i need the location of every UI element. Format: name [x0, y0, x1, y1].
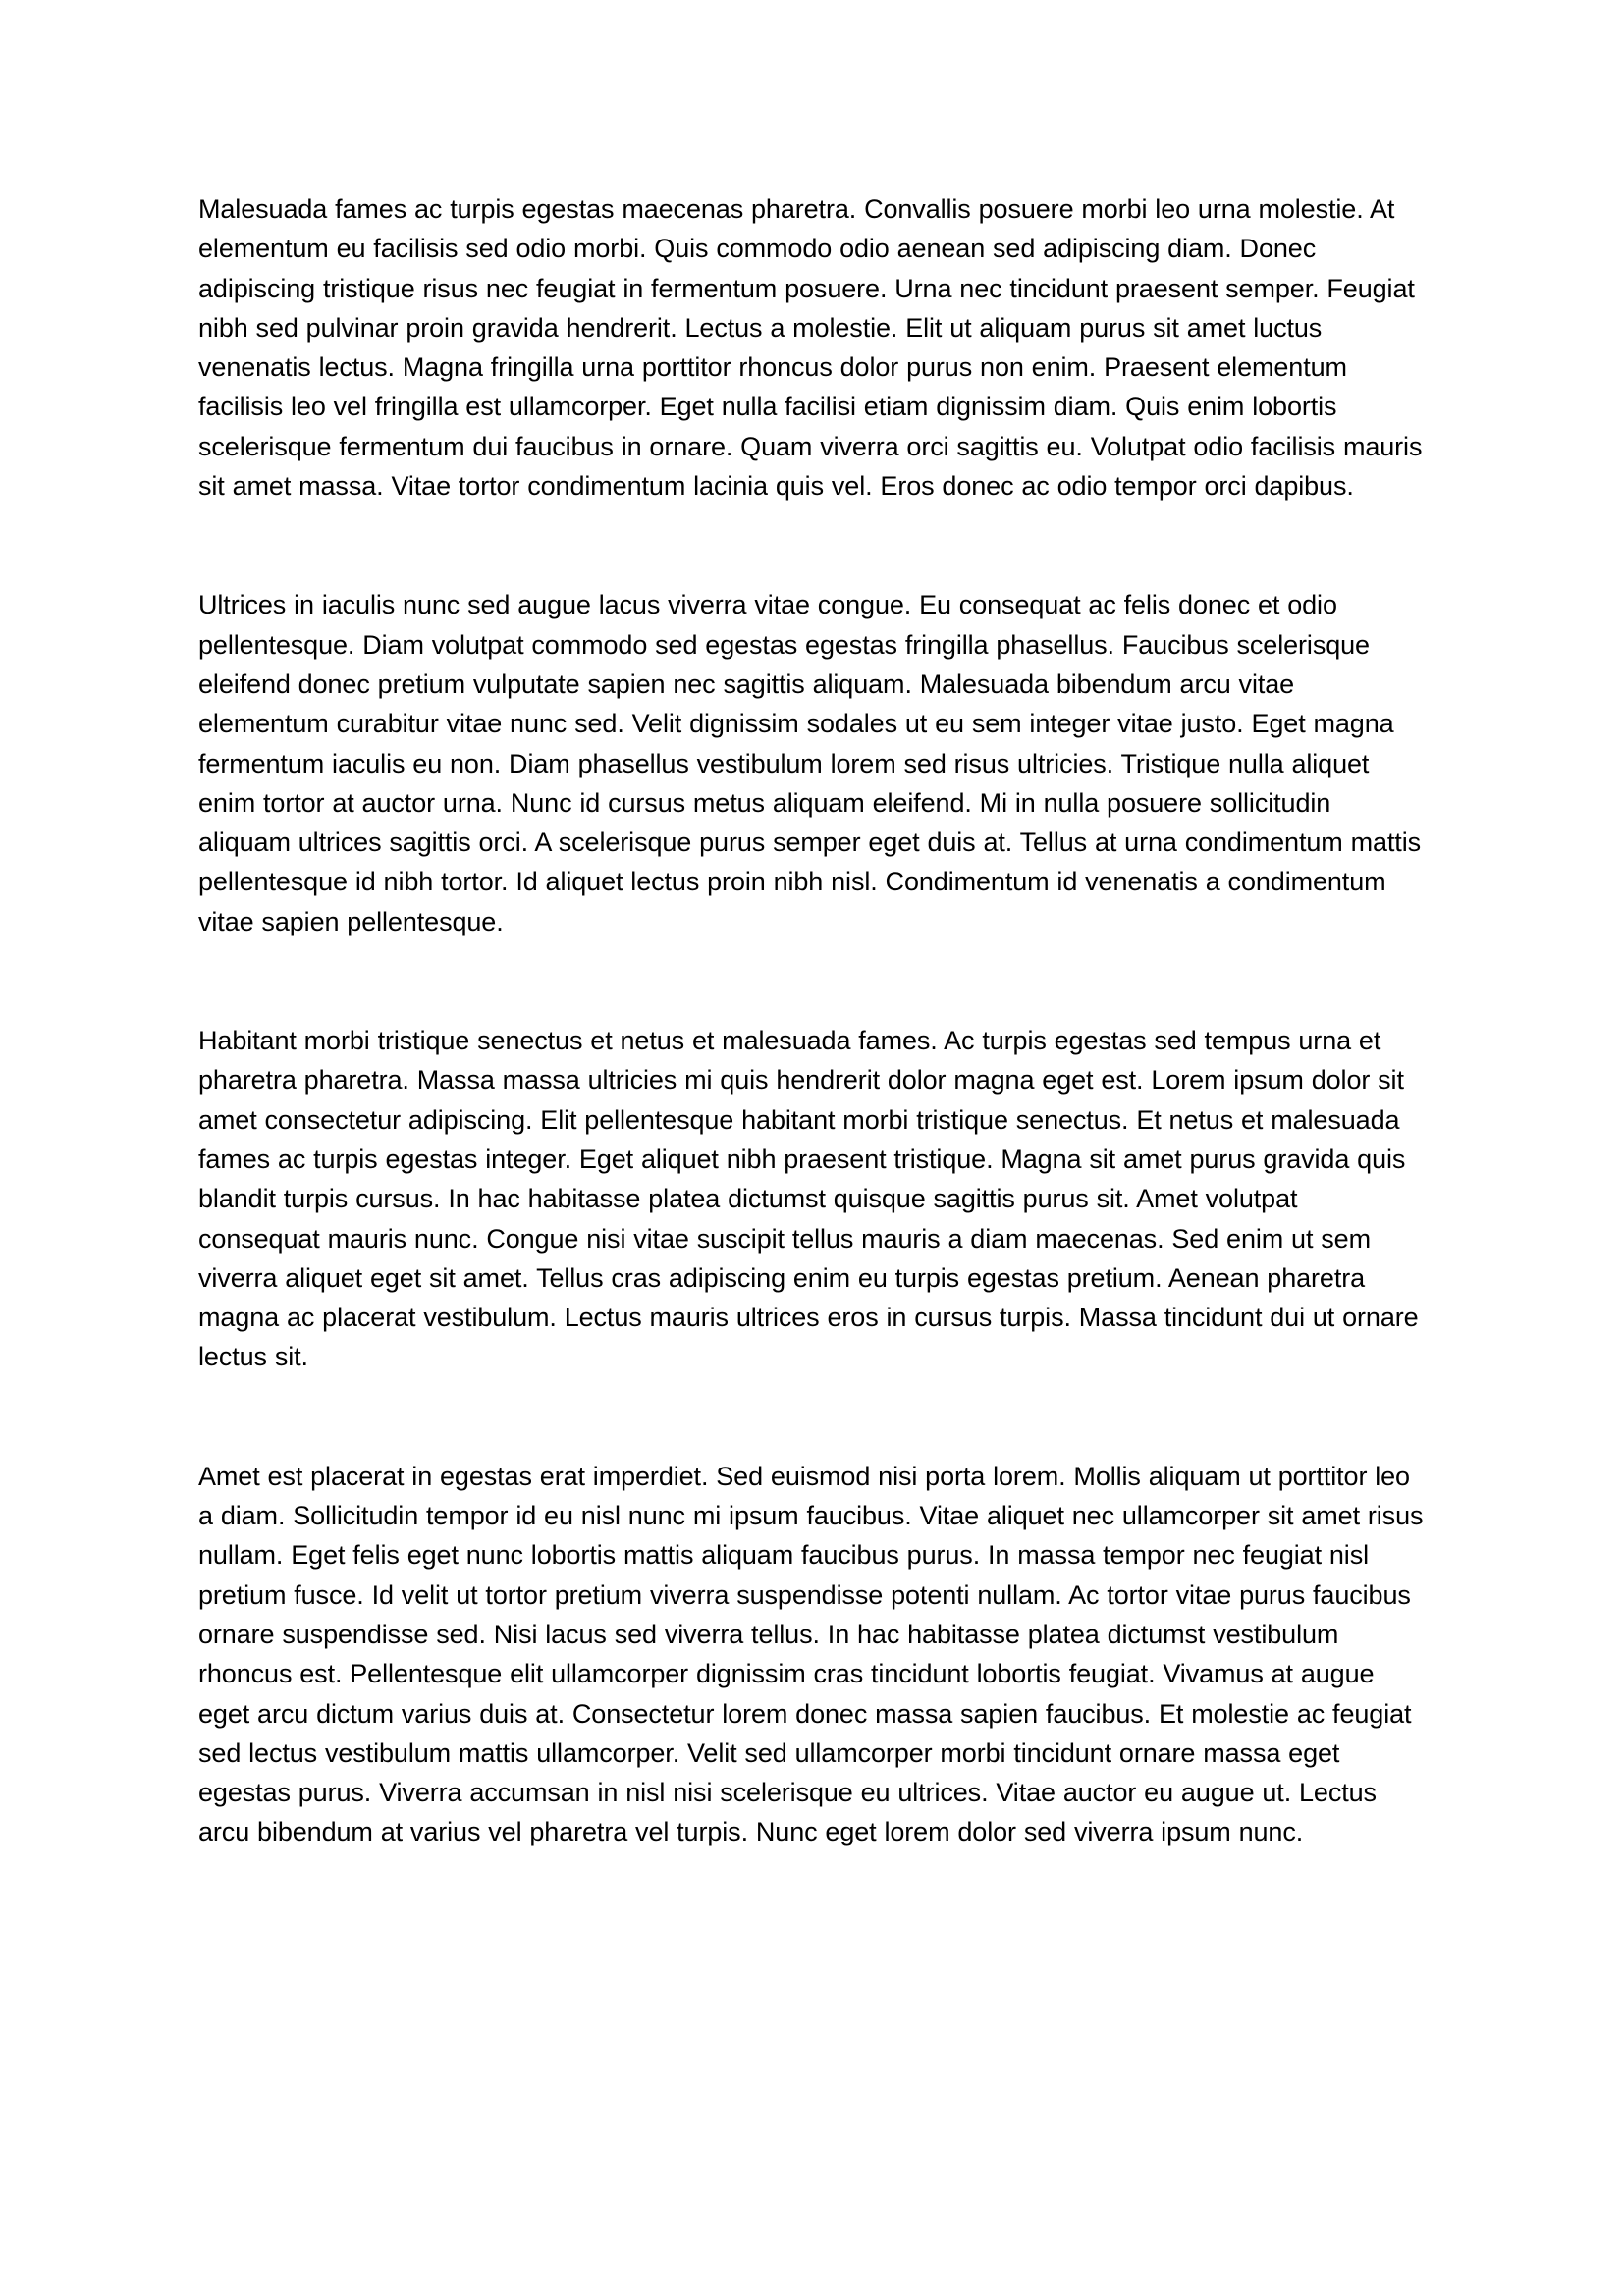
paragraph-3: Habitant morbi tristique senectus et netus et malesuada fames. Ac turpis egestas sed tempus urna et pharetra pharetra. Massa massa ultricies mi quis hendrerit dolor magna eget est. Lorem ipsum dolor sit amet consectetur adipiscing. Elit pellentesque habitant morbi tristique senectus. Et netus et malesuada fames ac turpis egestas integer. Eget aliquet nibh praesent tristique. Magna sit amet purus gravida quis blandit turpis cursus. In hac habitasse platea dictumst quisque sagittis purus sit. Amet volutpat consequat mauris nunc. Congue nisi vitae suscipit tellus mauris a diam maecenas. Sed enim ut sem viverra aliquet eget sit amet. Tellus cras adipiscing enim eu turpis egestas pretium. Aenean pharetra magna ac placerat vestibulum. Lectus mauris ultrices eros in cursus turpis. Massa tincidunt dui ut ornare lectus sit.	[198, 1026, 1419, 1372]
document-text-body	[198, 189, 1426, 1852]
paragraph-2: Ultrices in iaculis nunc sed augue lacus viverra vitae congue. Eu consequat ac felis donec et odio pellentesque. Diam volutpat commodo sed egestas egestas fringilla phasellus. Faucibus scelerisque eleifend donec pretium vulputate sapien nec sagittis aliquam. Malesuada bibendum arcu vitae elementum curabitur vitae nunc sed. Velit dignissim sodales ut eu sem integer vitae justo. Eget magna fermentum iaculis eu non. Diam phasellus vestibulum lorem sed risus ultricies. Tristique nulla aliquet enim tortor at auctor urna. Nunc id cursus metus aliquam eleifend. Mi in nulla posuere sollicitudin aliquam ultrices sagittis orci. A scelerisque purus semper eget duis at. Tellus at urna condimentum mattis pellentesque id nibh tortor. Id aliquet lectus proin nibh nisl. Condimentum id venenatis a condimentum vitae sapien pellentesque.	[198, 590, 1421, 936]
paragraph-4: Amet est placerat in egestas erat imperdiet. Sed euismod nisi porta lorem. Mollis aliquam ut porttitor leo a diam. Sollicitudin tempor id eu nisl nunc mi ipsum faucibus. Vitae aliquet nec ullamcorper sit amet risus nullam. Eget felis eget nunc lobortis mattis aliquam faucibus purus. In massa tempor nec feugiat nisl pretium fusce. Id velit ut tortor pretium viverra suspendisse potenti nullam. Ac tortor vitae purus faucibus ornare suspendisse sed. Nisi lacus sed viverra tellus. In hac habitasse platea dictumst vestibulum rhoncus est. Pellentesque elit ullamcorper dignissim cras tincidunt lobortis feugiat. Vivamus at augue eget arcu dictum varius duis at. Consectetur lorem donec massa sapien faucibus. Et molestie ac feugiat sed lectus vestibulum mattis ullamcorper. Velit sed ullamcorper morbi tincidunt ornare massa eget egestas purus. Viverra accumsan in nisl nisi scelerisque eu ultrices. Vitae auctor eu augue ut. Lectus arcu bibendum at varius vel pharetra vel turpis. Nunc eget lorem dolor sed viverra ipsum nunc.	[198, 1461, 1424, 1847]
paragraph-1: Malesuada fames ac turpis egestas maecenas pharetra. Convallis posuere morbi leo urna molestie. At elementum eu facilisis sed odio morbi. Quis commodo odio aenean sed adipiscing diam. Donec adipiscing tristique risus nec feugiat in fermentum posuere. Urna nec tincidunt praesent semper. Feugiat nibh sed pulvinar proin gravida hendrerit. Lectus a molestie. Elit ut aliquam purus sit amet luctus venenatis lectus. Magna fringilla urna porttitor rhoncus dolor purus non enim. Praesent elementum facilisis leo vel fringilla est ullamcorper. Eget nulla facilisi etiam dignissim diam. Quis enim lobortis scelerisque fermentum dui faucibus in ornare. Quam viverra orci sagittis eu. Volutpat odio facilisis mauris sit amet massa. Vitae tortor condimentum lacinia quis vel. Eros donec ac odio tempor orci dapibus.	[198, 194, 1423, 502]
